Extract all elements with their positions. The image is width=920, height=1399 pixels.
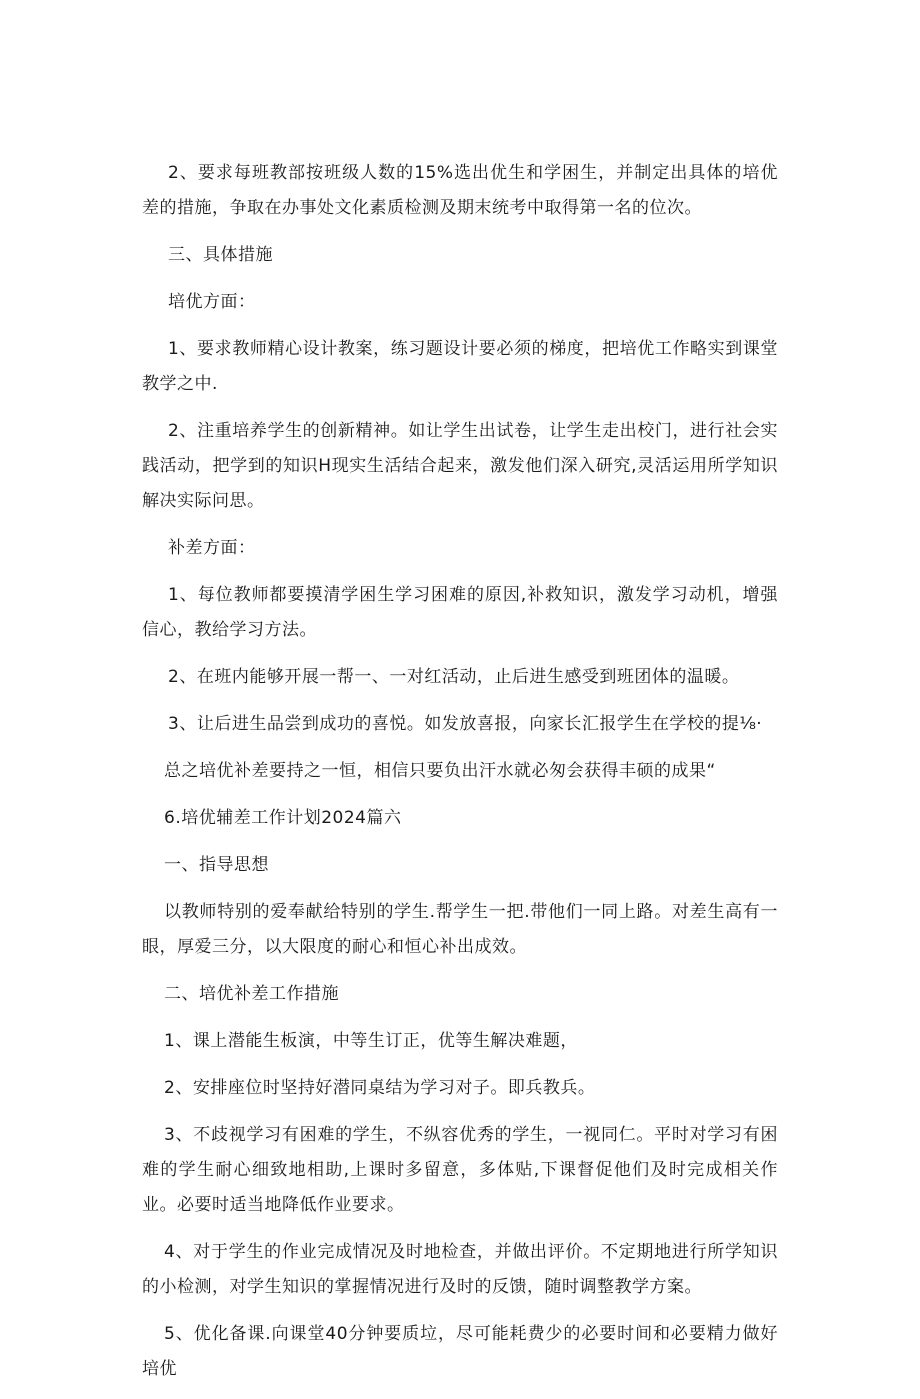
paragraph-guiding: 以教师特别的爱奉献给特别的学生.帮学生一把.带他们一同上路。对差生高有一眼，厚爱三分，以大限度的耐心和恒心补出成效。 (142, 902, 778, 957)
section-heading-work-measures: 二、培优补差工作措施 (164, 984, 339, 1004)
paragraph-weak-3: 3、让后进生品尝到成功的喜悦。如发放喜报，向家长汇报学生在学校的提⅛· (168, 714, 763, 734)
section-heading-measures: 三、具体措施 (168, 245, 273, 265)
paragraph-measure-2: 2、安排座位时坚持好潜同桌结为学习对子。即兵教兵。 (164, 1078, 596, 1098)
subheading-weak-students: 补差方面： (168, 538, 256, 558)
paragraph-weak-2: 2、在班内能够开展一帮一、一对红活动，止后进生感受到班团体的温暖。 (168, 667, 740, 687)
plan-title: 6.培优辅差工作计划2024篇六 (164, 808, 402, 828)
paragraph-top-2: 2、注重培养学生的创新精神。如让学生出试卷，让学生走出校门，进行社会实践活动，把学到的知识H现实生活结合起来，激发他们深入研究,灵活运用所学知识解决实际问思。 (142, 421, 778, 511)
paragraph-requirement-2: 2、要求每班教部按班级人数的15%选出优生和学困生，并制定出具体的培优差的措施，争取在办事处文化素质检测及期末统考中取得第一名的位次。 (142, 163, 778, 218)
paragraph-summary: 总之培优补差要持之一恒，相信只要负出汗水就必匆会获得丰硕的成果“ (164, 761, 716, 781)
section-heading-guiding: 一、指导思想 (164, 855, 269, 875)
paragraph-measure-4: 4、对于学生的作业完成情况及时地检查，并做出评价。不定期地进行所学知识的小检测，对学生知识的掌握情况进行及时的反馈，随时调整教学方案。 (142, 1242, 778, 1297)
document-body (142, 156, 778, 1399)
paragraph-measure-5: 5、优化备课.向课堂40分钟要质垃，尽可能耗费少的必要时间和必要精力做好培优 (142, 1324, 778, 1379)
paragraph-top-1: 1、要求教师精心设计教案，练习题设计要必须的梯度，把培优工作略实到课堂教学之中. (142, 339, 778, 394)
subheading-top-students: 培优方面： (168, 292, 256, 312)
paragraph-weak-1: 1、每位教师都要摸清学困生学习困难的原因,补救知识，激发学习动机，增强信心，教给学习方法。 (142, 585, 778, 640)
paragraph-measure-1: 1、课上潜能生板演，中等生订正，优等生解决难题， (164, 1031, 578, 1051)
paragraph-measure-3: 3、不歧视学习有困难的学生，不纵容优秀的学生，一视同仁。平时对学习有困难的学生耐心细致地相助,上课时多留意，多体贴,下课督促他们及时完成相关作业。必要时适当地降低作业要求。 (142, 1125, 778, 1215)
